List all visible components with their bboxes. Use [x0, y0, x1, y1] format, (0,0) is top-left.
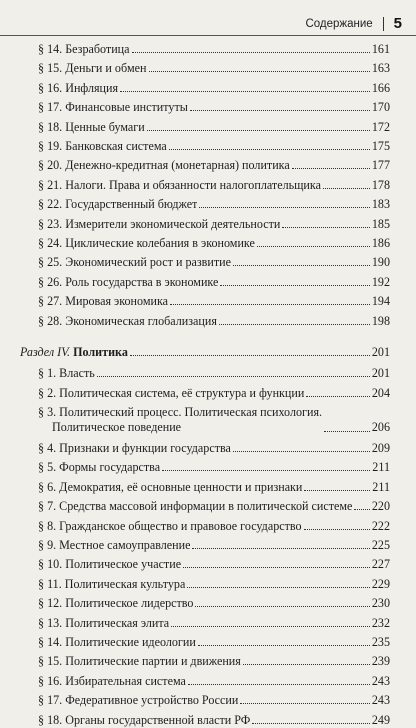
toc-entry-text — [38, 275, 218, 290]
dot-leader — [243, 664, 370, 665]
running-head-divider — [383, 17, 384, 31]
toc-entry-title: Банковская система — [65, 139, 167, 153]
dot-leader — [354, 509, 369, 510]
dot-leader — [323, 188, 370, 189]
toc-entry-text — [38, 635, 196, 650]
part-name: Политика — [73, 345, 128, 359]
toc-entry-title: Политические идеологии — [65, 635, 196, 649]
running-head — [305, 15, 402, 32]
dot-leader — [171, 626, 370, 627]
toc-entry-title: Финансовые институты — [65, 100, 188, 115]
toc-entry-title: Федеративное устройство России — [65, 693, 239, 708]
toc-entry-text — [38, 441, 231, 456]
toc-entry — [38, 255, 390, 270]
dot-leader — [219, 324, 370, 325]
toc-entry-text — [38, 61, 147, 76]
toc-entry-title: Измерители экономической деятельности — [65, 216, 281, 231]
toc-entry-page: 209 — [371, 441, 390, 455]
toc-entry-number: § 24. — [38, 236, 63, 250]
toc-entry — [38, 314, 390, 329]
toc-entry-text — [38, 158, 290, 173]
dot-leader — [282, 227, 370, 228]
toc-entry-title: Органы государственной власти РФ — [65, 712, 251, 727]
toc-entry-title: Политическая система, её структура и функции — [59, 385, 305, 400]
toc-entry — [38, 635, 390, 650]
dot-leader — [233, 265, 370, 266]
toc-entry-page: 183 — [371, 197, 390, 212]
toc-entry-text — [38, 519, 302, 534]
toc-entry-title: Признаки и функции государства — [59, 441, 231, 455]
toc-entry-text — [38, 693, 238, 708]
toc-entry-title: Местное самоуправление — [59, 538, 191, 552]
toc-entry-title: Денежно-кредитная (монетарная) политика — [65, 158, 290, 173]
toc-entry-title: Власть — [59, 366, 95, 381]
toc-entry-title: Политические партии и движения — [65, 654, 241, 669]
toc-entry — [38, 139, 390, 154]
dot-leader — [190, 110, 370, 111]
dot-leader — [233, 451, 370, 452]
toc-entry-page: 232 — [371, 615, 390, 630]
toc-entry-number: § 4. — [38, 441, 57, 455]
dot-leader — [199, 207, 370, 208]
toc-entry-text — [38, 654, 241, 669]
toc-entry-page: 172 — [371, 119, 390, 134]
toc-entry-number: § 18. — [38, 712, 63, 727]
toc-entry-number: § 19. — [38, 139, 63, 153]
toc-entry-text — [38, 81, 118, 96]
toc-entry-page: 194 — [371, 294, 390, 309]
toc-entry — [38, 654, 390, 669]
toc-entry-page: 201 — [371, 366, 390, 381]
toc-entry — [38, 441, 390, 456]
toc-entry — [38, 81, 390, 96]
toc-entry-page: 161 — [371, 42, 390, 56]
toc-entry — [38, 519, 390, 534]
toc-entry-title: Политическая элита — [65, 615, 170, 630]
part-page: 201 — [371, 345, 390, 359]
toc-entry-title: Средства массовой информации в политической системе — [59, 499, 353, 514]
toc-entry-number: § 25. — [38, 255, 63, 270]
toc-entry-number: § 13. — [38, 615, 63, 630]
toc-entry-title: Гражданское общество и правовое государство — [59, 518, 302, 533]
dot-leader — [183, 567, 370, 568]
dot-leader — [97, 376, 370, 377]
toc-entry-number: § 9. — [38, 538, 57, 552]
toc-entry — [38, 480, 390, 495]
toc-entry-page: 227 — [371, 557, 390, 572]
toc-entry-text — [38, 42, 130, 57]
toc-entry-title: Безработица — [65, 42, 130, 56]
dot-leader — [120, 91, 370, 92]
toc-entry-number: § 27. — [38, 294, 63, 309]
toc-entry-number: § 22. — [38, 197, 63, 212]
toc-entry-text — [38, 460, 160, 475]
toc-entry — [38, 197, 390, 212]
toc-entry-page: 243 — [371, 693, 390, 708]
toc-entry-text — [38, 386, 304, 401]
toc-entry-number: § 7. — [38, 499, 57, 514]
toc-entry-text — [38, 674, 186, 689]
toc-entry-page: 170 — [371, 100, 390, 115]
toc-entry — [38, 405, 390, 435]
dot-leader — [130, 355, 370, 356]
toc-entry — [38, 616, 390, 631]
toc-entry-number: § 16. — [38, 80, 63, 95]
toc-entry-title: Экономический рост и развитие — [65, 255, 231, 270]
toc-entry-title: Экономическая глобализация — [65, 313, 217, 328]
toc-entry-text — [38, 255, 231, 270]
toc-entry-page: 220 — [371, 499, 390, 514]
toc-entry-page: 222 — [371, 518, 390, 533]
toc-entry-number: § 15. — [38, 61, 63, 76]
toc-entry-page: 225 — [371, 538, 390, 552]
toc-entry — [38, 236, 390, 251]
toc-entry — [38, 42, 390, 57]
toc-entry-page: 186 — [371, 236, 390, 250]
toc-entry-page: 230 — [371, 596, 390, 611]
toc-entry-page: 239 — [371, 654, 390, 669]
dot-leader — [195, 606, 369, 607]
toc-entry-number: § 10. — [38, 557, 63, 572]
toc-entry — [38, 178, 390, 193]
dot-leader — [192, 548, 369, 549]
toc-entry-number: § 18. — [38, 119, 63, 134]
dot-leader — [306, 396, 370, 397]
toc-entry — [38, 460, 390, 475]
toc-entry-number: § 12. — [38, 596, 63, 611]
toc-entry-title: Ценные бумаги — [65, 119, 145, 134]
part-heading — [20, 345, 390, 360]
toc-entry-title: Деньги и обмен — [65, 61, 147, 76]
dot-leader — [132, 52, 370, 53]
toc-entry — [38, 366, 390, 381]
toc-entry — [38, 693, 390, 708]
dot-leader — [147, 130, 370, 131]
toc-entry-number: § 3. — [38, 405, 57, 420]
toc-entry-page: 243 — [371, 673, 390, 688]
dot-leader — [257, 246, 370, 247]
toc-entry-title-continued: Политическое поведение — [52, 420, 182, 435]
toc-entry-number: § 28. — [38, 313, 63, 328]
toc-entry — [38, 120, 390, 135]
toc-entry-title: Циклические колебания в экономике — [65, 236, 255, 250]
toc-entry-text — [38, 314, 217, 329]
dot-leader — [162, 470, 370, 471]
toc-entry-number: § 8. — [38, 518, 57, 533]
dot-leader — [240, 703, 370, 704]
toc-entry-text — [38, 577, 185, 592]
toc-entry-number: § 14. — [38, 42, 63, 56]
toc-entry-page: 229 — [371, 576, 390, 591]
toc-entry-number: § 17. — [38, 693, 63, 708]
toc-entry-title: Политический процесс. Политическая психология. — [59, 405, 323, 420]
toc-entry — [38, 100, 390, 115]
toc-entry-text — [38, 480, 302, 495]
toc-entry-text — [38, 366, 95, 381]
toc-entry-page: 192 — [371, 274, 390, 289]
toc-entry-title: Политическое участие — [65, 557, 182, 572]
part-heading-text — [20, 345, 128, 360]
toc-entry-text — [38, 236, 255, 251]
dot-leader — [304, 529, 370, 530]
toc-entry — [38, 158, 390, 173]
toc-entry-title: Формы государства — [59, 460, 161, 475]
dot-leader — [149, 71, 370, 72]
toc-entry — [38, 538, 390, 553]
dot-leader — [292, 168, 370, 169]
dot-leader — [324, 431, 370, 432]
toc-entry-page: 185 — [371, 216, 390, 231]
toc-entry-number: § 16. — [38, 673, 63, 688]
toc-entry-text — [38, 538, 190, 553]
toc-entry-number: § 15. — [38, 654, 63, 669]
toc-entry-text — [38, 100, 188, 115]
toc-entry-number: § 20. — [38, 158, 63, 173]
toc-entry-number: § 5. — [38, 460, 57, 475]
toc-entry-text — [38, 405, 322, 435]
toc-entry-number: § 21. — [38, 177, 63, 192]
toc-entry — [38, 577, 390, 592]
dot-leader — [220, 285, 370, 286]
toc-entry-number: § 17. — [38, 100, 63, 115]
toc-entry — [38, 499, 390, 514]
dot-leader — [188, 684, 370, 685]
toc-entry-page: 198 — [371, 313, 390, 328]
toc-entry-text — [38, 596, 193, 611]
toc-entry-title: Демократия, её основные ценности и признаки — [59, 479, 303, 494]
toc-entry — [38, 596, 390, 611]
toc-entry-number: § 11. — [38, 576, 62, 591]
toc-entry-page: 190 — [371, 255, 390, 270]
toc-entry-page: 178 — [371, 177, 390, 192]
toc-entry-text — [38, 713, 250, 728]
toc-entry-page: 211 — [372, 460, 390, 475]
running-head-title: Содержание — [305, 17, 373, 30]
toc-entry-page: 206 — [371, 420, 390, 435]
toc-entry-page: 249 — [371, 712, 390, 727]
toc-entry-text — [38, 616, 169, 631]
toc-entry-number: § 1. — [38, 366, 57, 381]
part-label: Раздел IV. — [20, 345, 71, 359]
toc-entry-text — [38, 139, 167, 154]
dot-leader — [198, 645, 370, 646]
toc-entry-title: Политическая культура — [64, 576, 186, 591]
dot-leader — [187, 587, 370, 588]
toc-entry-text — [38, 217, 280, 232]
toc-entry-title: Избирательная система — [65, 673, 186, 688]
toc-entry-number: § 14. — [38, 635, 63, 649]
toc-entry-title: Политическое лидерство — [65, 596, 194, 611]
toc-entry-title: Роль государства в экономике — [65, 274, 219, 289]
toc-entry-page: 163 — [371, 61, 390, 76]
toc-entry-text — [38, 294, 168, 309]
toc-entry-page: 175 — [371, 139, 390, 153]
toc-entry-number: § 23. — [38, 216, 63, 231]
dot-leader — [169, 149, 370, 150]
toc-entry-number: § 6. — [38, 479, 57, 494]
toc-entry-page: 166 — [371, 80, 390, 95]
toc-entry-page: 211 — [372, 479, 390, 494]
toc-entry — [38, 294, 390, 309]
toc-entry-number: § 26. — [38, 274, 63, 289]
toc-entry-number: § 2. — [38, 385, 57, 400]
toc-entry — [38, 713, 390, 728]
dot-leader — [170, 304, 370, 305]
toc-entry-page: 204 — [371, 385, 390, 400]
toc-entry-title: Инфляция — [65, 80, 119, 95]
toc-entry-text — [38, 197, 197, 212]
toc-entry-text — [38, 178, 321, 193]
toc-entry — [38, 674, 390, 689]
toc-entry-text — [38, 499, 352, 514]
toc-entry — [38, 217, 390, 232]
toc-entry-title: Мировая экономика — [65, 294, 169, 309]
header-rule — [0, 35, 416, 36]
toc-entry — [38, 557, 390, 572]
toc-entry-text — [38, 120, 145, 135]
toc-entry-page: 235 — [371, 635, 390, 649]
dot-leader — [304, 490, 370, 491]
toc-entry-title: Государственный бюджет — [65, 197, 198, 212]
toc-entry — [38, 61, 390, 76]
toc-entry — [38, 386, 390, 401]
toc-entry-page: 177 — [371, 158, 390, 173]
toc-entry-text — [38, 557, 181, 572]
toc-entry — [38, 275, 390, 290]
dot-leader — [252, 723, 370, 724]
toc-entry-title: Налоги. Права и обязанности налогоплательщика — [65, 177, 321, 192]
page-number: 5 — [393, 15, 402, 32]
